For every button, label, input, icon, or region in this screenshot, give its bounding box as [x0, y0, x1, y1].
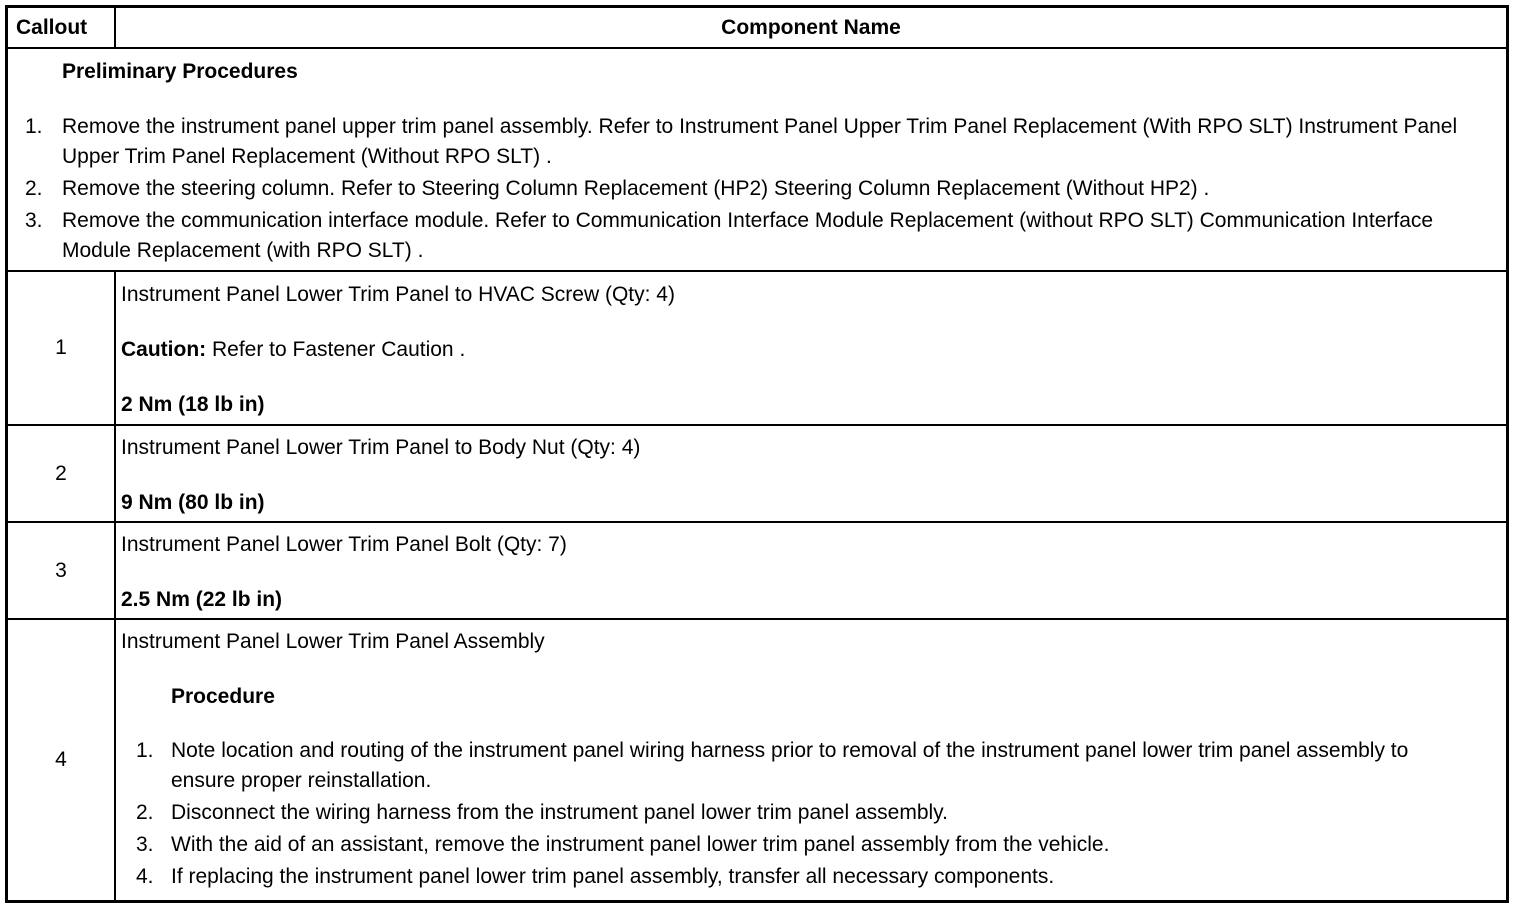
- step-number: 3.: [25, 209, 43, 232]
- step-text: With the aid of an assistant, remove the instrument panel lower trim panel assembly from the vehicle.: [171, 833, 1110, 856]
- step-number: 1.: [25, 115, 43, 138]
- step-number: 4.: [136, 865, 154, 888]
- preliminary-procedures-row: [8, 47, 1506, 270]
- column-divider: [114, 620, 116, 900]
- header-callout: Callout: [16, 15, 88, 39]
- list-item: [136, 862, 1471, 892]
- list-item: [25, 112, 1487, 172]
- list-item: [25, 206, 1487, 266]
- preliminary-title: Preliminary Procedures: [62, 60, 298, 83]
- caution-note: [121, 334, 1506, 365]
- step-text: Remove the communication interface module. Refer to Communication Interface Module Replacement (without RPO SLT) Communication Interface Module Replacement (with RPO SLT) .: [62, 209, 1434, 262]
- callout-number: 3: [55, 558, 67, 582]
- callout-number: 4: [55, 748, 67, 771]
- list-item: [25, 174, 1487, 204]
- step-text: Remove the steering column. Refer to Steering Column Replacement (HP2) Steering Column Replacement (Without HP2) .: [62, 177, 1210, 200]
- components-table: [5, 5, 1509, 903]
- column-divider: [114, 523, 116, 618]
- torque-spec: 2 Nm (18 lb in): [121, 393, 265, 416]
- step-text: If replacing the instrument panel lower trim panel assembly, transfer all necessary components.: [171, 865, 1055, 888]
- list-item: [136, 736, 1471, 796]
- step-text: Disconnect the wiring harness from the instrument panel lower trim panel assembly.: [171, 801, 948, 824]
- torque-spec: 2.5 Nm (22 lb in): [121, 588, 283, 611]
- step-number: 2.: [136, 801, 154, 824]
- table-row: [8, 618, 1506, 900]
- preliminary-steps: [25, 112, 1487, 268]
- procedure-title: Procedure: [171, 685, 275, 708]
- component-name: Instrument Panel Lower Trim Panel Assembly: [121, 630, 545, 653]
- step-number: 3.: [136, 833, 154, 856]
- list-item: [136, 830, 1471, 860]
- callout-number: 2: [55, 461, 67, 485]
- step-number: 2.: [25, 177, 43, 200]
- list-item: [136, 798, 1471, 828]
- component-name: Instrument Panel Lower Trim Panel Bolt (Qty: 7): [121, 533, 567, 556]
- procedure-steps: [136, 736, 1471, 892]
- callout-number: 1: [55, 336, 67, 359]
- caution-label: Caution:: [121, 338, 207, 361]
- step-number: 1.: [136, 739, 154, 762]
- step-text: Note location and routing of the instrument panel wiring harness prior to removal of the instrument panel lower trim panel assembly to ensure proper reinstallation.: [171, 739, 1409, 792]
- table-row: [8, 424, 1506, 521]
- torque-spec: 9 Nm (80 lb in): [121, 491, 265, 514]
- column-divider: [114, 426, 116, 521]
- table-row: [8, 270, 1506, 424]
- caution-text[interactable]: Refer to Fastener Caution .: [206, 338, 466, 361]
- table-header-row: [8, 8, 1506, 47]
- table-row: [8, 521, 1506, 618]
- component-name: Instrument Panel Lower Trim Panel to HVAC Screw (Qty: 4): [121, 283, 675, 306]
- column-divider: [114, 272, 116, 424]
- step-text: Remove the instrument panel upper trim panel assembly. Refer to Instrument Panel Upper Trim Panel Replacement (With RPO SLT) Instrument Panel Upper Trim Panel Replacement (Without RPO SLT) .: [62, 115, 1458, 168]
- header-component-name: Component Name: [721, 15, 901, 39]
- component-name: Instrument Panel Lower Trim Panel to Body Nut (Qty: 4): [121, 436, 641, 459]
